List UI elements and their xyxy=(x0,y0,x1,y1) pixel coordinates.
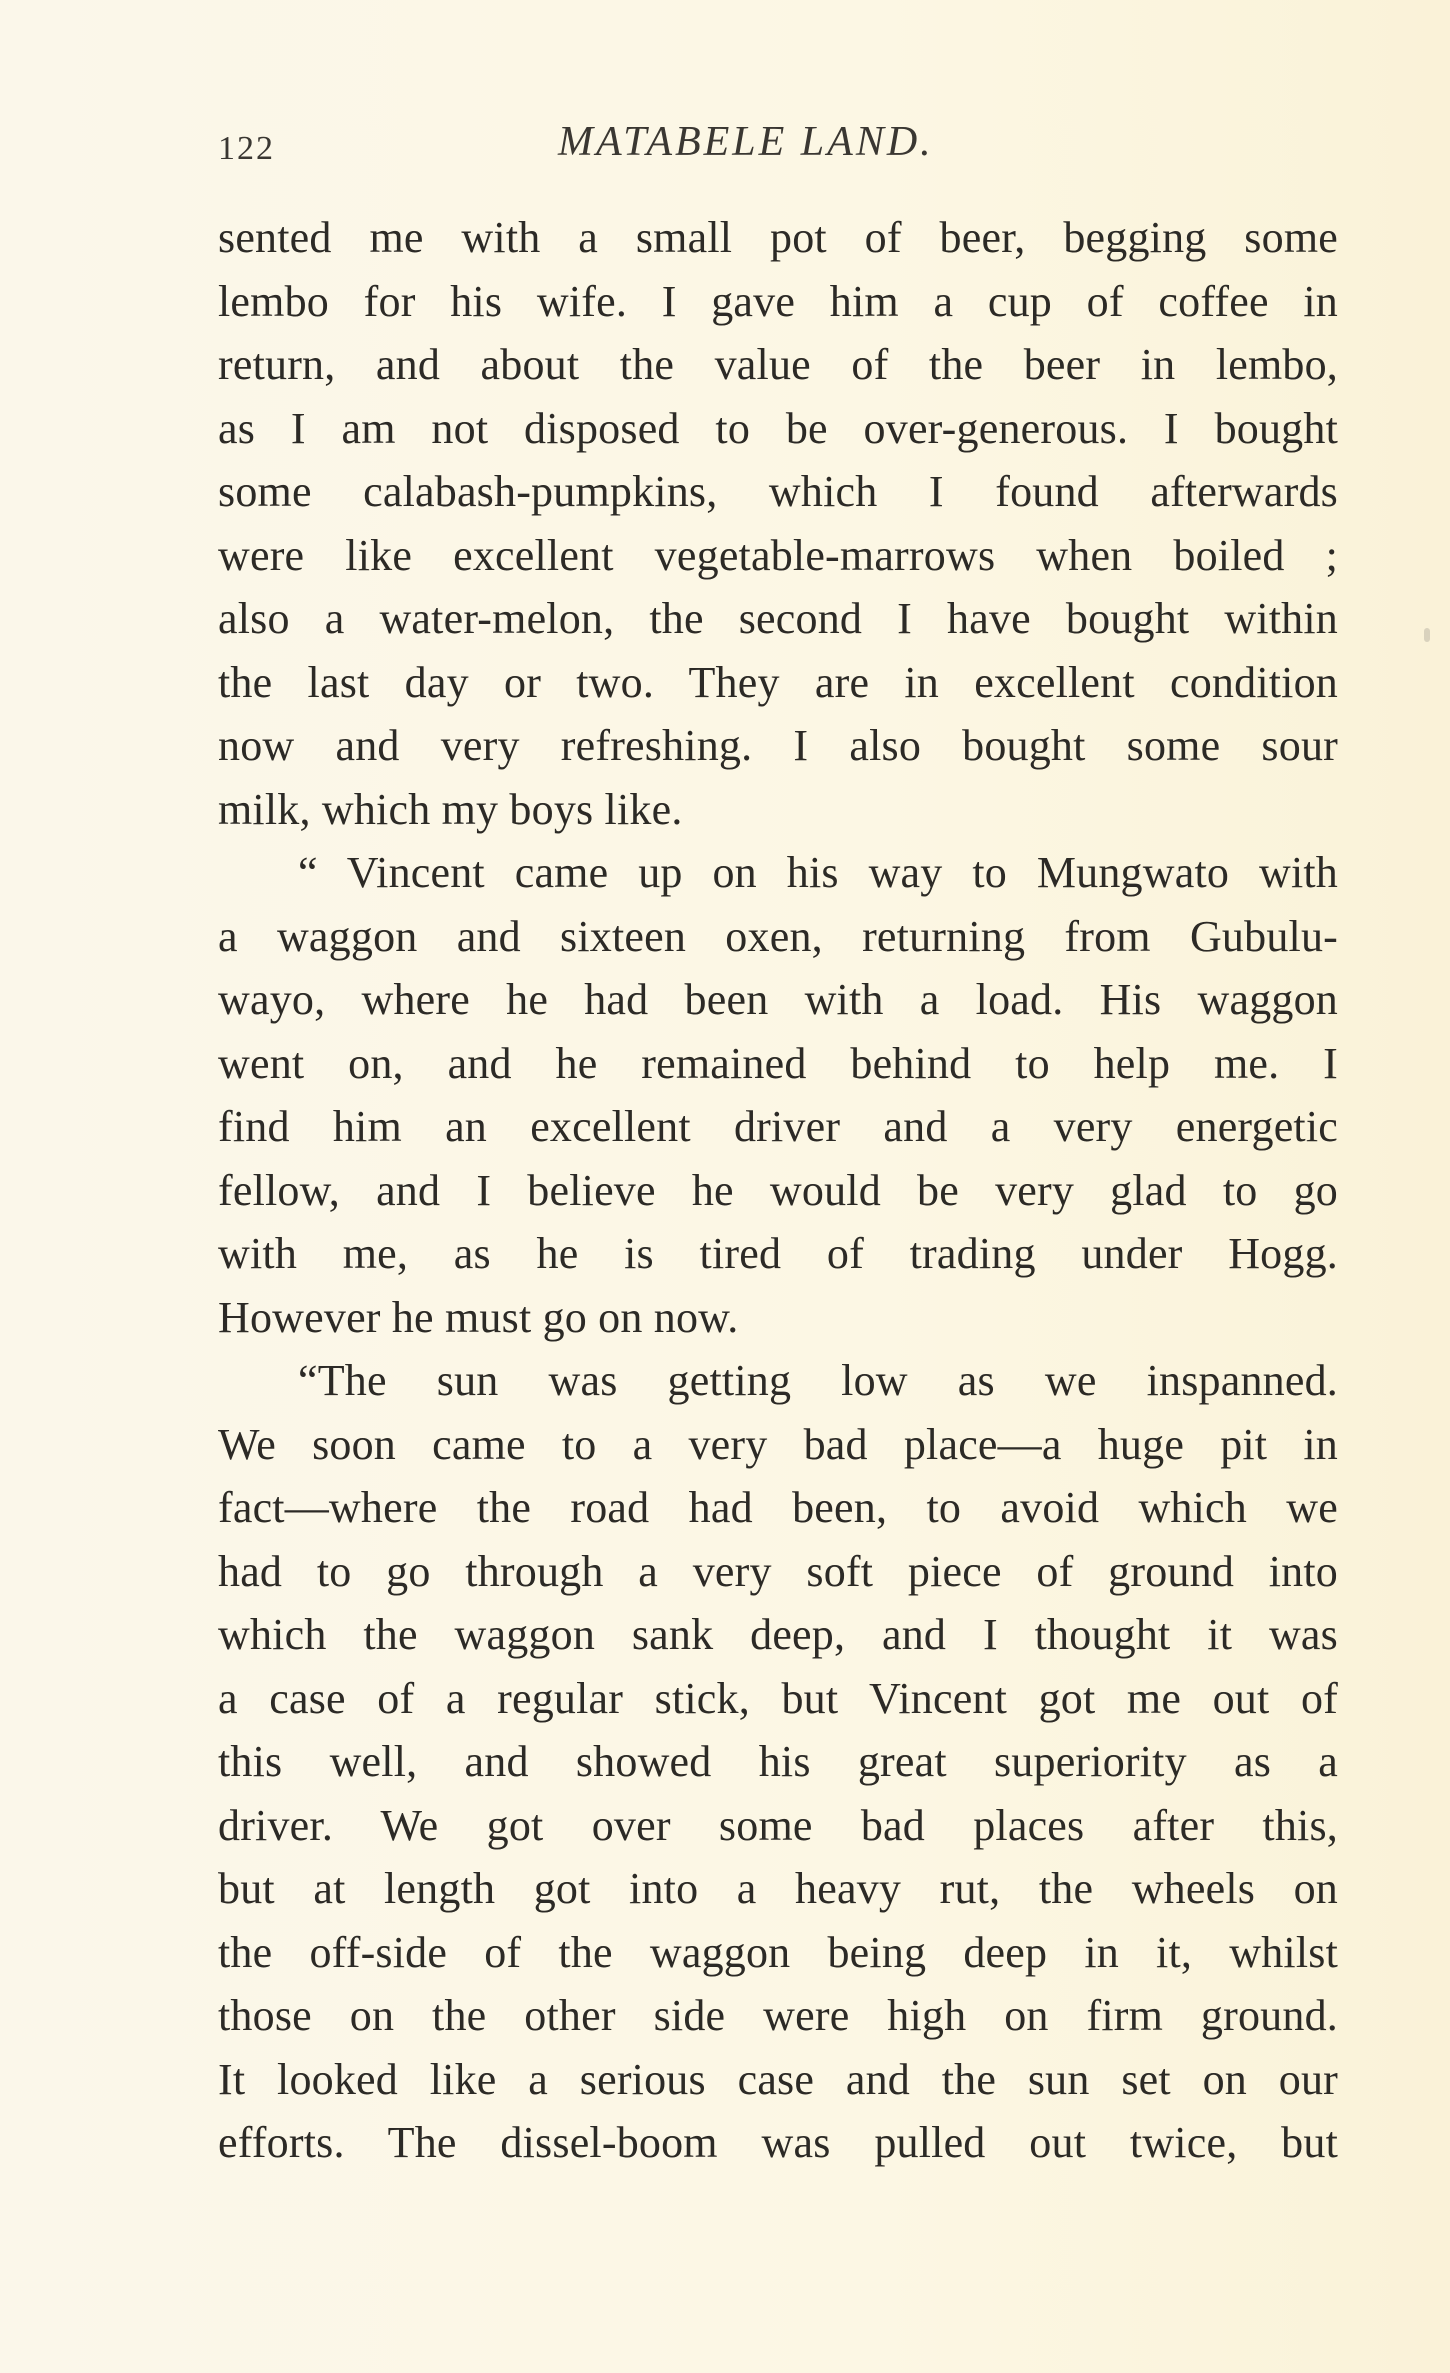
text-line: as I am not disposed to be over-generous. I bought xyxy=(218,403,1338,453)
text-line: the last day or two. They are in excellent condition xyxy=(218,657,1338,707)
text-line: which the waggon sank deep, and I thought it was xyxy=(218,1610,1338,1659)
text-line: some calabash-pumpkins, which I found afterwards xyxy=(218,467,1338,516)
running-head: MATABELE LAND. xyxy=(558,119,934,165)
text-line: “ Vincent came up on his way to Mungwato with xyxy=(298,848,1338,897)
text-line: “The sun was getting low as we inspanned. xyxy=(298,1356,1338,1405)
text-line: return, and about the value of the beer in lembo, xyxy=(218,340,1338,389)
text-line: We soon came to a very bad place—a huge pit in xyxy=(218,1419,1338,1469)
text-line: efforts. The dissel-boom was pulled out twice, but xyxy=(218,2118,1338,2167)
text-line: were like excellent vegetable-marrows when boiled ; xyxy=(218,530,1338,580)
text-line: now and very refreshing. I also bought some sour xyxy=(218,721,1338,770)
page-header xyxy=(218,118,1348,178)
text-line: However he must go on now. xyxy=(218,1292,739,1342)
text-line: but at length got into a heavy rut, the wheels on xyxy=(218,1864,1338,1913)
text-line: this well, and showed his great superiority as a xyxy=(218,1737,1338,1786)
text-line: fellow, and I believe he would be very glad to go xyxy=(218,1165,1338,1215)
text-line: had to go through a very soft piece of ground into xyxy=(218,1546,1338,1596)
text-line: fact—where the road had been, to avoid which we xyxy=(218,1483,1338,1532)
text-line: went on, and he remained behind to help me. I xyxy=(218,1038,1338,1088)
page-number: 122 xyxy=(218,130,275,167)
text-line: a case of a regular stick, but Vincent got me out of xyxy=(218,1673,1338,1723)
text-line: It looked like a serious case and the sun set on our xyxy=(218,2054,1338,2104)
text-line: sented me with a small pot of beer, begging some xyxy=(218,213,1338,262)
body-text xyxy=(218,206,1338,2175)
paper-speck xyxy=(1424,628,1430,642)
text-line: milk, which my boys like. xyxy=(218,784,683,834)
text-line: those on the other side were high on firm ground. xyxy=(218,1991,1338,2040)
text-line: find him an excellent driver and a very energetic xyxy=(218,1102,1338,1151)
text-line: the off-side of the waggon being deep in it, whilst xyxy=(218,1927,1338,1977)
text-line: lembo for his wife. I gave him a cup of coffee in xyxy=(218,276,1338,326)
text-line: wayo, where he had been with a load. His waggon xyxy=(218,975,1338,1024)
text-line: driver. We got over some bad places after this, xyxy=(218,1800,1338,1850)
text-line: a waggon and sixteen oxen, returning from Gubulu- xyxy=(218,911,1338,961)
text-line: also a water-melon, the second I have bought within xyxy=(218,594,1338,643)
text-line: with me, as he is tired of trading under Hogg. xyxy=(218,1229,1338,1278)
